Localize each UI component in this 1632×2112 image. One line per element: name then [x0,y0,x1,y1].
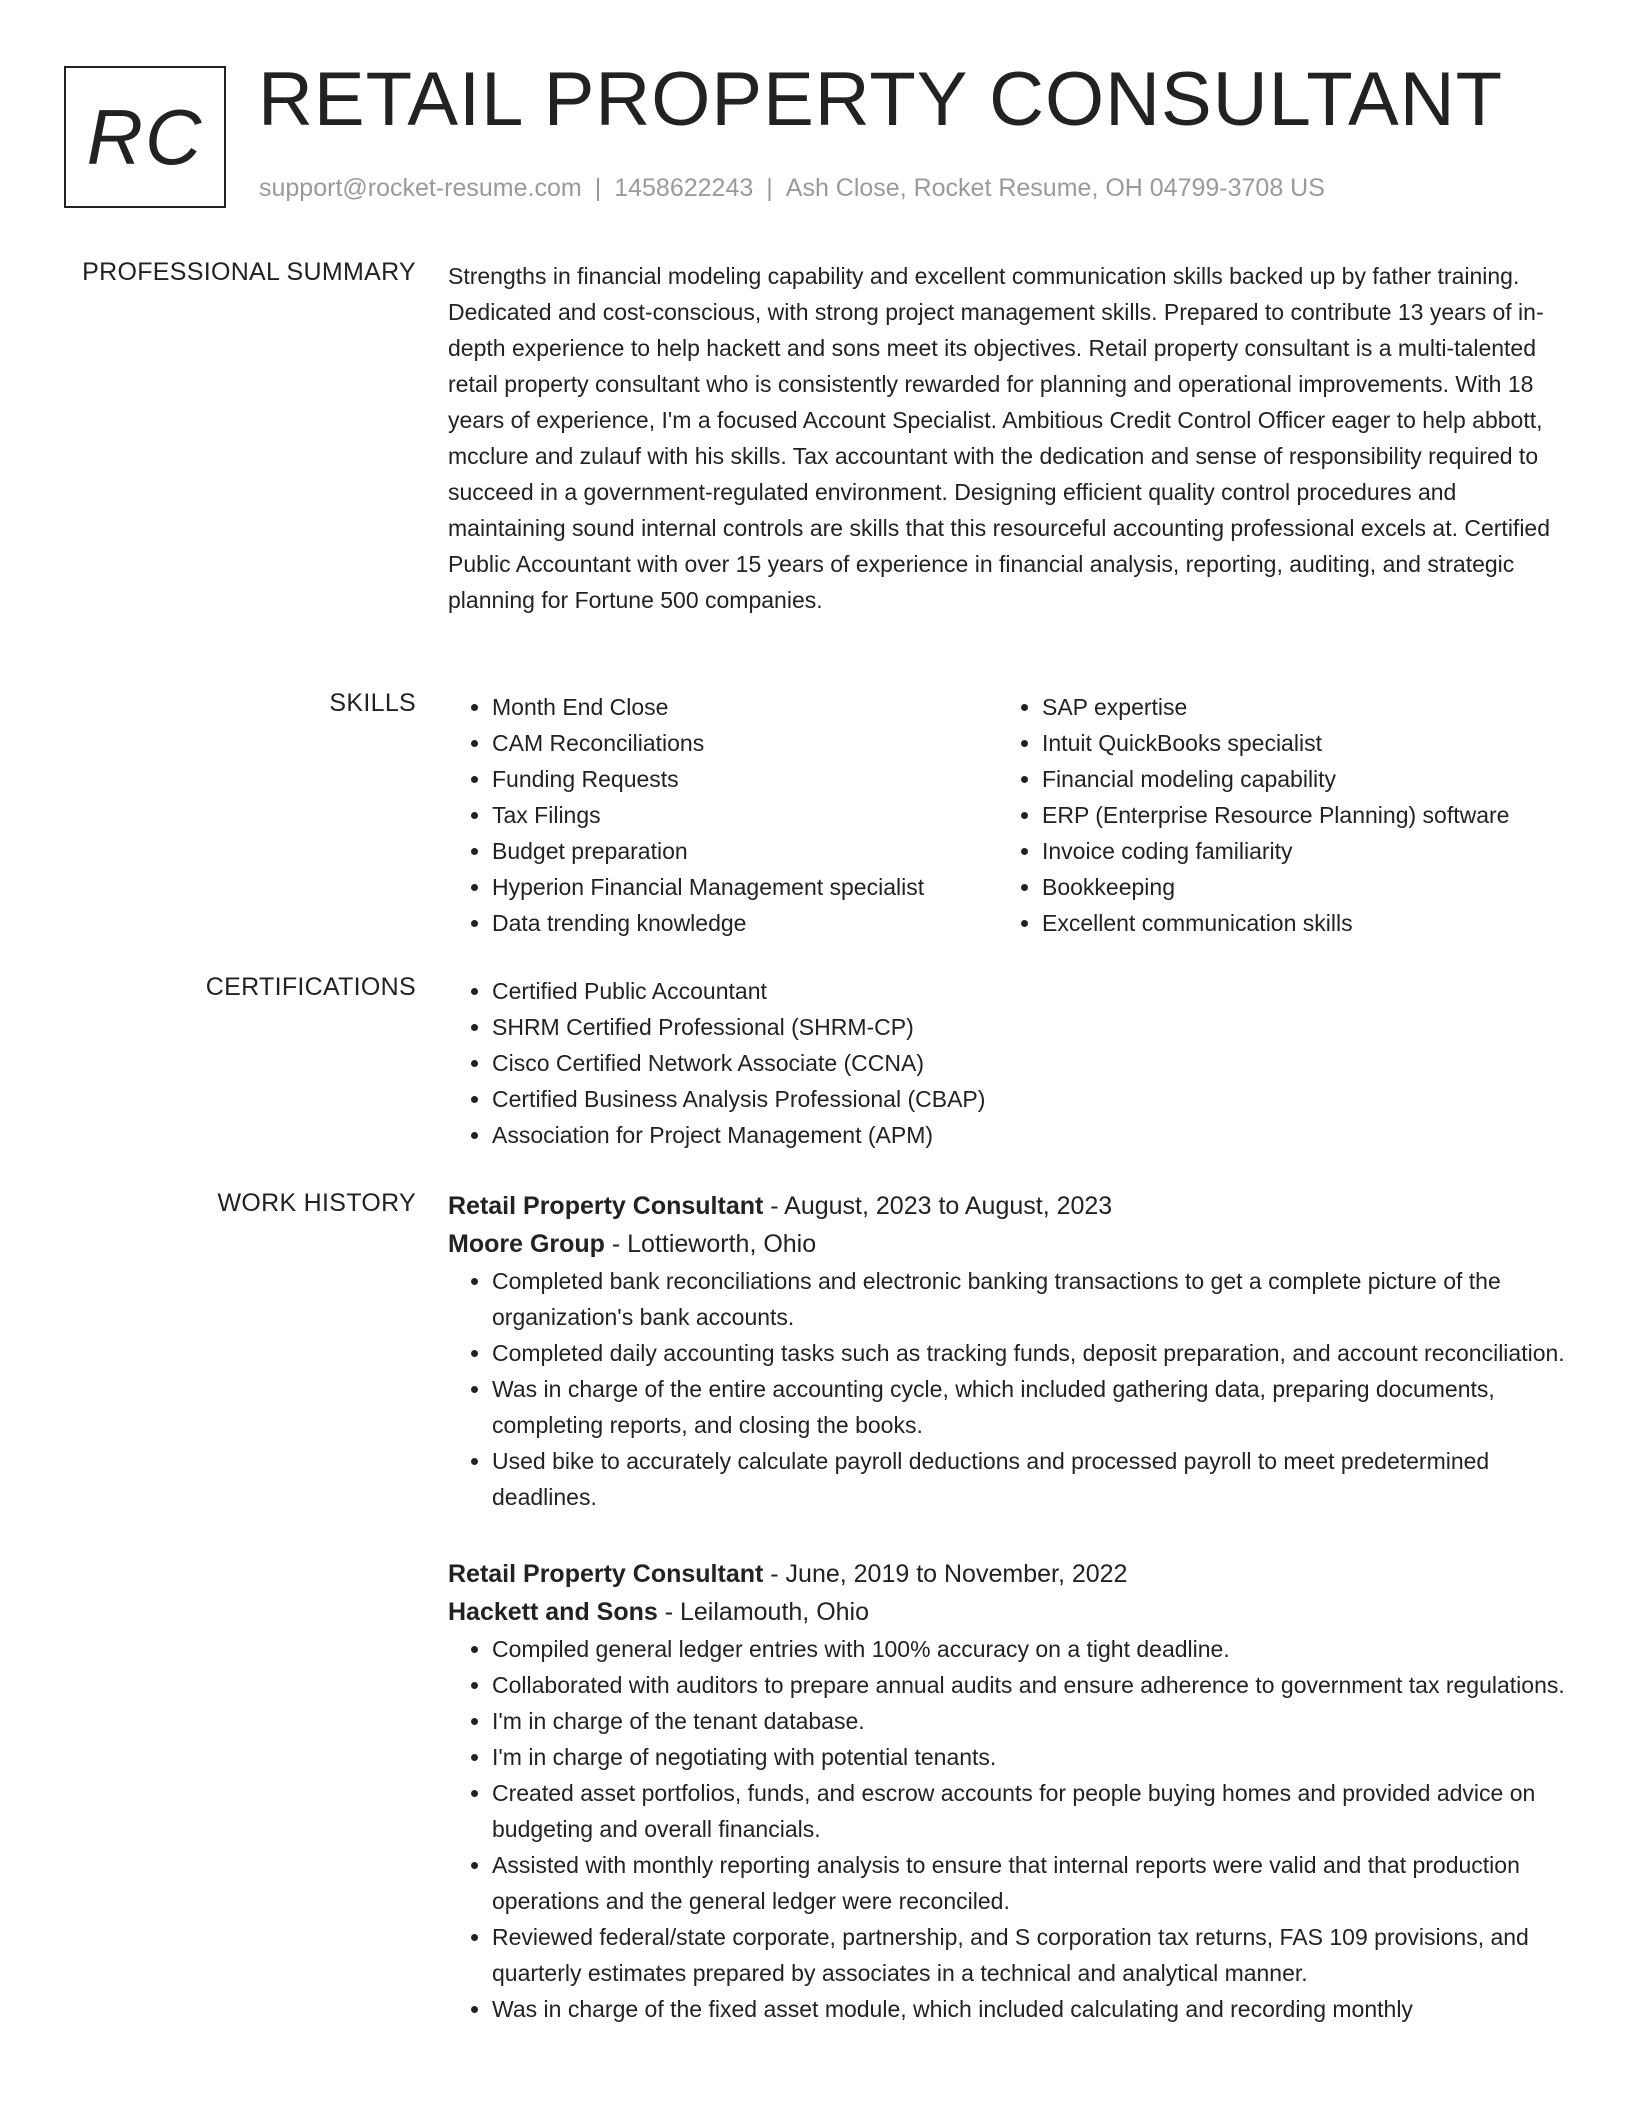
job-duty-item: • Was in charge of the fixed asset module, which included calculating and recording monthly [492,1991,1568,2027]
job-dates: - August, 2023 to August, 2023 [763,1192,1113,1220]
monogram-logo: RC [64,66,226,208]
certification-item: • Cisco Certified Network Associate (CCNA) [492,1045,1568,1081]
skills-list-right [998,689,1568,941]
contact-phone[interactable]: 1458622243 [614,174,754,202]
job-role-line [448,1187,1568,1225]
skill-item: • SAP expertise [1042,689,1568,725]
work-history-list [448,1187,1568,2067]
job-duties-list [448,1263,1568,1515]
skill-item: • Invoice coding familiarity [1042,833,1568,869]
contact-separator: | [594,174,602,202]
skill-item: • Tax Filings [492,797,998,833]
job-company: Moore Group [448,1230,605,1258]
job-duty-item: • Assisted with monthly reporting analysis to ensure that internal reports were valid and that production operations and the general ledger were reconciled. [492,1847,1568,1919]
job-location: - Leilamouth, Ohio [657,1598,869,1626]
certification-item: • SHRM Certified Professional (SHRM-CP) [492,1009,1568,1045]
job-duty-item: • Completed daily accounting tasks such as tracking funds, deposit preparation, and account reconciliation. [492,1335,1568,1371]
job-entry [448,1555,1568,2027]
job-role: Retail Property Consultant [448,1192,764,1220]
skill-item: • Hyperion Financial Management specialist [492,869,998,905]
job-duty-item: • Used bike to accurately calculate payroll deductions and processed payroll to meet predetermined deadlines. [492,1443,1568,1515]
work-history-heading: WORK HISTORY [217,1189,416,1217]
skill-item: • Excellent communication skills [1042,905,1568,941]
skill-item: • Intuit QuickBooks specialist [1042,725,1568,761]
skill-item: • Funding Requests [492,761,998,797]
contact-address: Ash Close, Rocket Resume, OH 04799-3708 US [785,174,1325,202]
job-company-line [448,1593,1568,1631]
skill-item: • Budget preparation [492,833,998,869]
summary-text: Strengths in financial modeling capability and excellent communication skills backed up by father training. Dedicated and cost-conscious, with strong project management skills. Prepared to contribute 13 years of in-depth experience to help hackett and sons meet its objectives. Retail property consultant is a multi-talented retail property consultant who is consistently rewarded for planning and operational improvements. With 18 years of experience, I'm a focused Account Specialist. Ambitious Credit Control Officer eager to help abbott, mcclure and zulauf with his skills. Tax accountant with the dedication and sense of responsibility required to succeed in a government-regulated environment. Designing efficient quality control procedures and maintaining sound internal controls are skills that this resourceful accounting professional excels at. Certified Public Accountant with over 15 years of experience in financial analysis, reporting, auditing, and strategic planning for Fortune 500 companies. [448,263,1551,613]
certifications-heading: CERTIFICATIONS [205,973,416,1001]
skill-item: • Financial modeling capability [1042,761,1568,797]
job-duty-item: • Reviewed federal/state corporate, partnership, and S corporation tax returns, FAS 109 provisions, and quarterly estimates prepared by associates in a technical and analytical manner. [492,1919,1568,1991]
job-location: - Lottieworth, Ohio [604,1230,817,1258]
skill-item: • ERP (Enterprise Resource Planning) software [1042,797,1568,833]
job-role-line [448,1555,1568,1593]
job-duty-item: • Was in charge of the entire accounting cycle, which included gathering data, preparing documents, completing reports, and closing the books. [492,1371,1568,1443]
job-company: Hackett and Sons [448,1598,658,1626]
summary-heading: PROFESSIONAL SUMMARY [82,258,416,286]
job-duty-item: • Collaborated with auditors to prepare annual audits and ensure adherence to government tax regulations. [492,1667,1568,1703]
job-duty-item: • I'm in charge of negotiating with potential tenants. [492,1739,1568,1775]
certification-item: • Certified Business Analysis Professional (CBAP) [492,1081,1568,1117]
certifications-list [448,973,1568,1153]
job-role: Retail Property Consultant [448,1560,764,1588]
skills-heading: SKILLS [329,689,416,717]
skill-item: • Month End Close [492,689,998,725]
skills-list-left [448,689,998,941]
contact-separator: | [766,174,773,202]
job-dates: - June, 2019 to November, 2022 [763,1560,1128,1588]
job-company-line [448,1225,1568,1263]
contact-line [259,174,1325,203]
job-duty-item: • Compiled general ledger entries with 100% accuracy on a tight deadline. [492,1631,1568,1667]
job-duty-item: • Created asset portfolios, funds, and escrow accounts for people buying homes and provided advice on budgeting and overall financials. [492,1775,1568,1847]
certification-item: • Association for Project Management (APM) [492,1117,1568,1153]
skill-item: • CAM Reconciliations [492,725,998,761]
page-title: RETAIL PROPERTY CONSULTANT [258,57,1504,142]
contact-email[interactable]: support@rocket-resume.com [259,174,582,202]
job-duty-item: • I'm in charge of the tenant database. [492,1703,1568,1739]
skill-item: • Bookkeeping [1042,869,1568,905]
job-entry [448,1187,1568,1515]
skill-item: • Data trending knowledge [492,905,998,941]
job-duties-list [448,1631,1568,2027]
certification-item: • Certified Public Accountant [492,973,1568,1009]
job-duty-item: • Completed bank reconciliations and electronic banking transactions to get a complete picture of the organization's bank accounts. [492,1263,1568,1335]
